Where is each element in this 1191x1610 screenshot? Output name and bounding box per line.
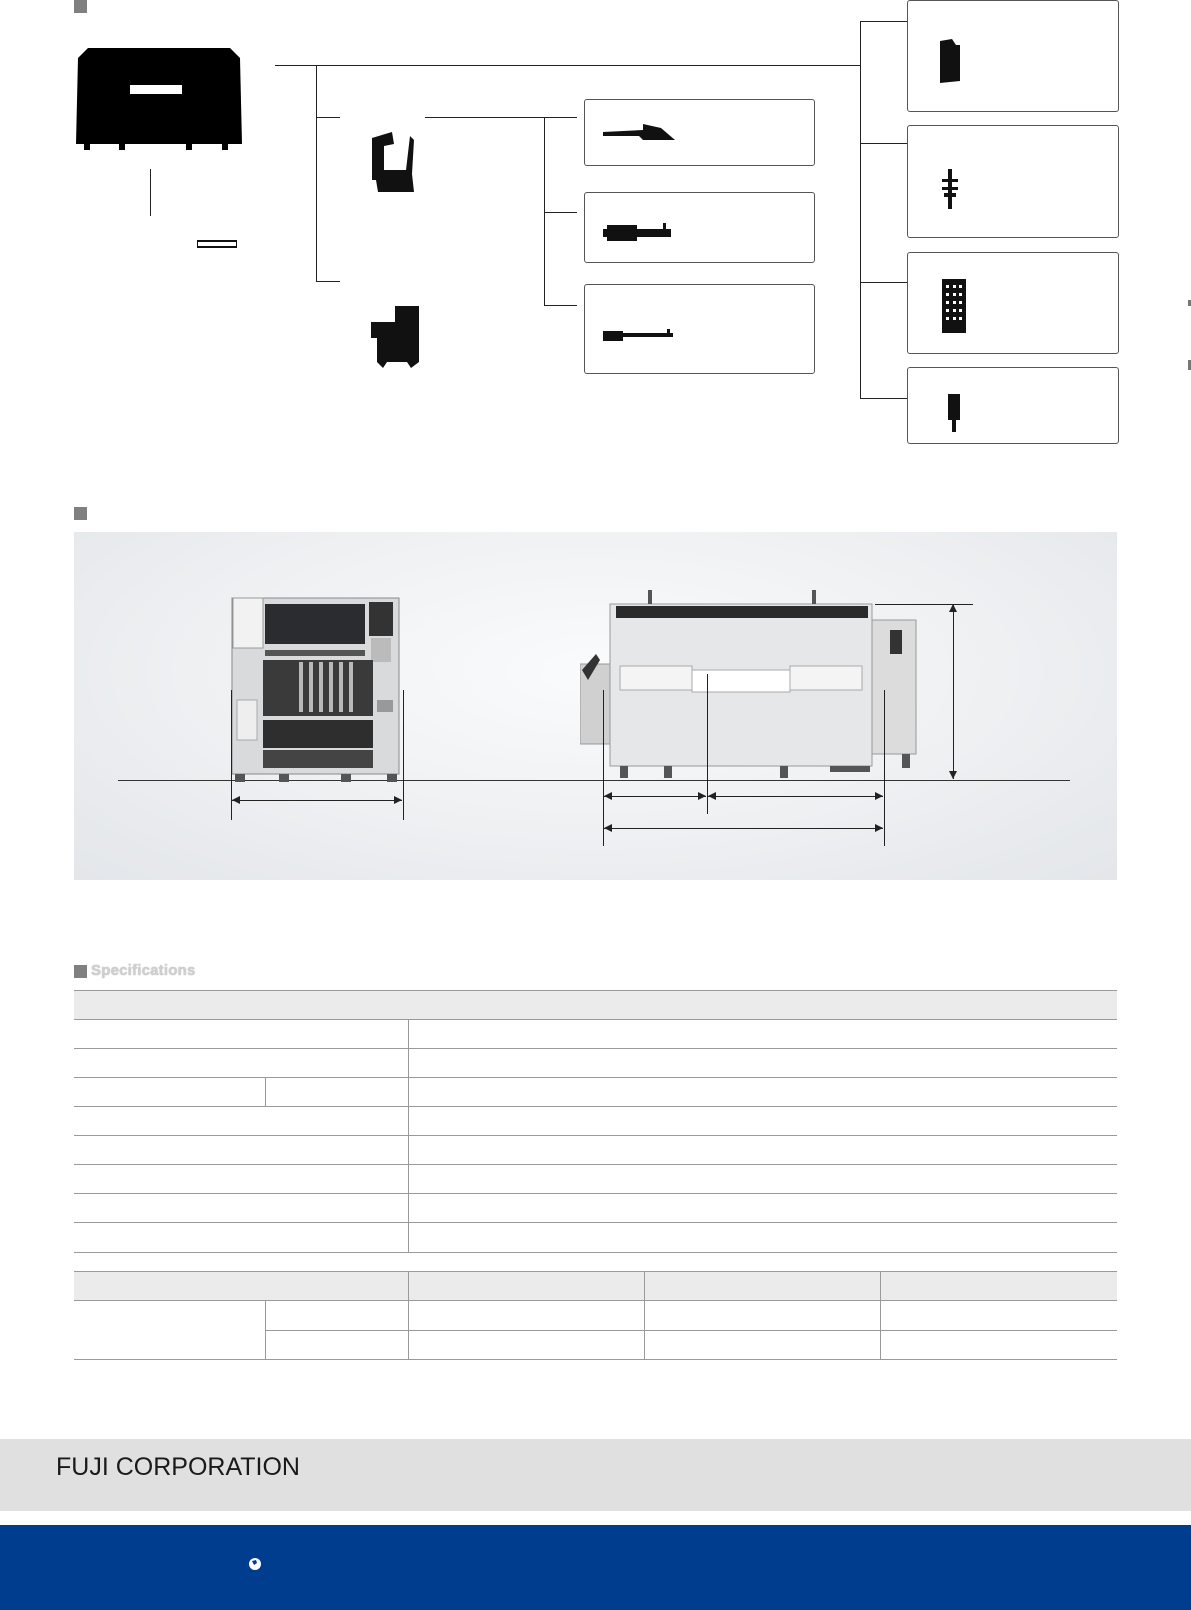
section-marker-icon	[74, 0, 87, 13]
machine-front-view	[229, 590, 404, 782]
dispense-head-icon	[946, 394, 962, 434]
spec-table-header-band	[74, 990, 1117, 1019]
side-depth-arrow-2	[708, 796, 883, 797]
head-box-2	[907, 125, 1119, 238]
feeder-trolley-icon	[370, 130, 422, 196]
height-arrow	[953, 604, 954, 779]
front-width-arrow	[232, 800, 402, 801]
section-marker-icon	[74, 507, 87, 520]
placing-head-icon	[936, 37, 962, 85]
nozzle-icon	[940, 169, 960, 211]
multi-nozzle-head-icon	[942, 279, 966, 333]
machine-silhouette	[74, 44, 244, 154]
section-marker-icon	[74, 965, 87, 978]
machine-side-view	[580, 590, 935, 782]
feeder-box-1	[584, 99, 815, 166]
company-name: FUJI CORPORATION	[56, 1453, 300, 1481]
footer-blue-band	[0, 1525, 1191, 1610]
side-total-depth-arrow	[604, 828, 883, 829]
spec-table-2-header-band	[74, 1271, 1117, 1300]
globe-icon	[248, 1556, 262, 1572]
side-depth-arrow-1	[604, 796, 706, 797]
head-box-1	[907, 0, 1119, 112]
feeder-box-2	[584, 192, 815, 263]
feeder-box-3	[584, 284, 815, 374]
stick-feeder-icon	[603, 221, 679, 243]
nozzle-tray-icon	[197, 235, 237, 243]
specifications-heading: Specifications	[91, 962, 196, 979]
tray-feeder-icon	[603, 329, 679, 343]
head-box-3	[907, 252, 1119, 354]
tape-feeder-icon	[603, 122, 679, 146]
head-box-4	[907, 367, 1119, 444]
exchange-trolley-icon	[367, 302, 427, 370]
